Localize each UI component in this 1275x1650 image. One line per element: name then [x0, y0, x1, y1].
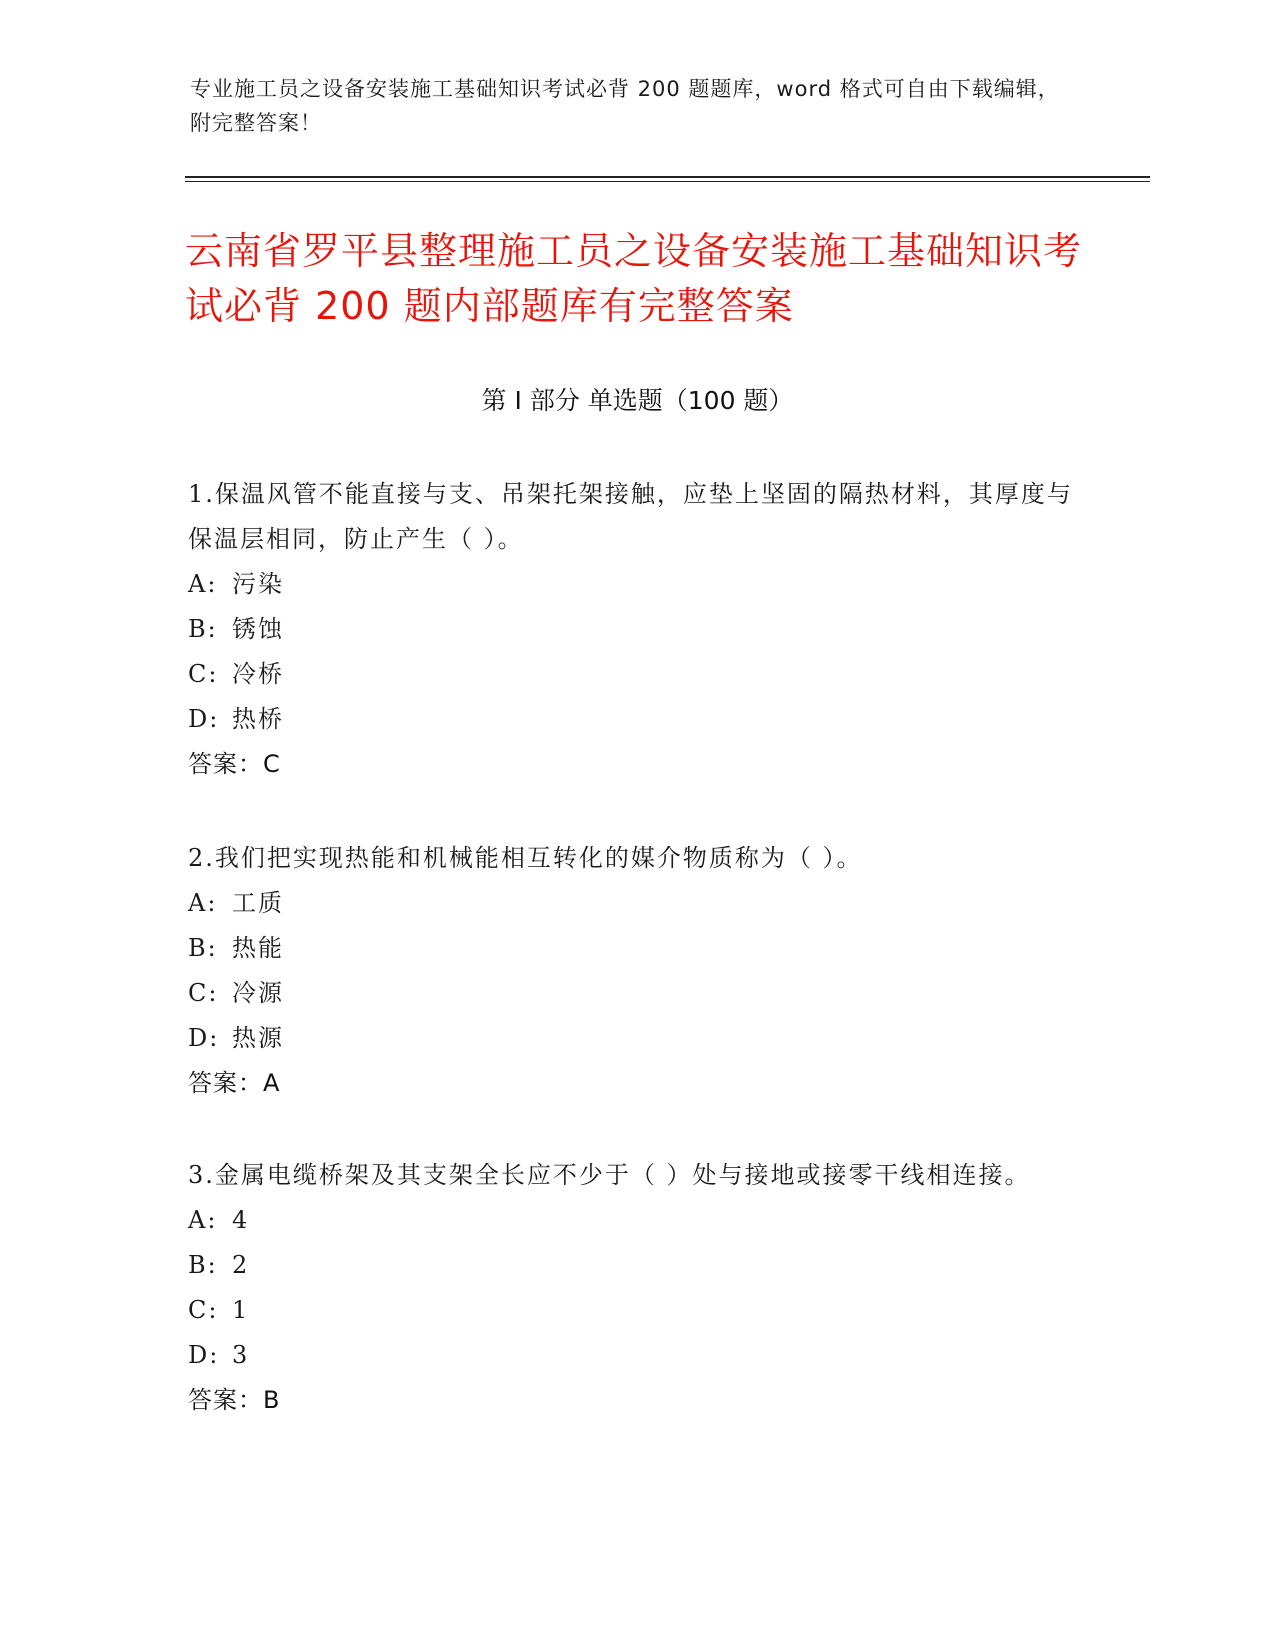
option-text: 冷桥	[232, 660, 284, 688]
option-letter: B:	[188, 615, 218, 643]
question-1	[188, 472, 1088, 787]
question-3	[188, 1153, 1088, 1423]
option-text: 3	[232, 1341, 250, 1369]
question-2	[188, 836, 1088, 1106]
option-letter: D:	[188, 1024, 220, 1052]
option-text: 热桥	[232, 705, 284, 733]
option-a	[188, 1198, 1088, 1243]
section-heading: 第 I 部分 单选题（100 题）	[481, 386, 794, 415]
option-text: 锈蚀	[232, 615, 284, 643]
header-note: 专业施工员之设备安装施工基础知识考试必背 200 题题库，word 格式可自由下载编辑，附完整答案！	[190, 77, 1060, 135]
option-text: 4	[232, 1206, 250, 1234]
option-c	[188, 652, 1088, 697]
option-text: 热源	[232, 1024, 284, 1052]
question-stem: 3.金属电缆桥架及其支架全长应不少于（ ）处与接地或接零干线相连接。	[188, 1161, 1031, 1189]
option-text: 工质	[232, 889, 284, 917]
answer-line: 答案：C	[188, 750, 281, 778]
option-letter: D:	[188, 1341, 220, 1369]
option-letter: D:	[188, 705, 220, 733]
option-letter: B:	[188, 934, 218, 962]
option-d	[188, 1016, 1088, 1061]
option-c	[188, 971, 1088, 1016]
answer-line: 答案：B	[188, 1386, 281, 1414]
option-text: 冷源	[232, 979, 284, 1007]
question-stem: 2.我们把实现热能和机械能相互转化的媒介物质称为（ ）。	[188, 844, 863, 872]
option-text: 2	[232, 1251, 250, 1279]
option-letter: A:	[188, 1206, 218, 1234]
option-letter: B:	[188, 1251, 218, 1279]
option-b	[188, 607, 1088, 652]
answer-line: 答案：A	[188, 1069, 281, 1097]
header-rule-thin	[185, 181, 1150, 182]
option-text: 1	[232, 1296, 250, 1324]
header-rule-thick	[185, 176, 1150, 178]
option-d	[188, 697, 1088, 742]
option-letter: A:	[188, 889, 218, 917]
document-title: 云南省罗平县整理施工员之设备安装施工基础知识考试必背 200 题内部题库有完整答案	[185, 229, 1083, 328]
option-a	[188, 562, 1088, 607]
question-stem: 1.保温风管不能直接与支、吊架托架接触，应垫上坚固的隔热材料，其厚度与保温层相同，防止产生（ ）。	[188, 480, 1073, 553]
option-b	[188, 1243, 1088, 1288]
option-text: 热能	[232, 934, 284, 962]
option-letter: C:	[188, 1296, 219, 1324]
option-letter: C:	[188, 979, 219, 1007]
option-b	[188, 926, 1088, 971]
option-letter: C:	[188, 660, 219, 688]
option-text: 污染	[232, 570, 284, 598]
option-a	[188, 881, 1088, 926]
option-c	[188, 1288, 1088, 1333]
option-d	[188, 1333, 1088, 1378]
option-letter: A:	[188, 570, 218, 598]
